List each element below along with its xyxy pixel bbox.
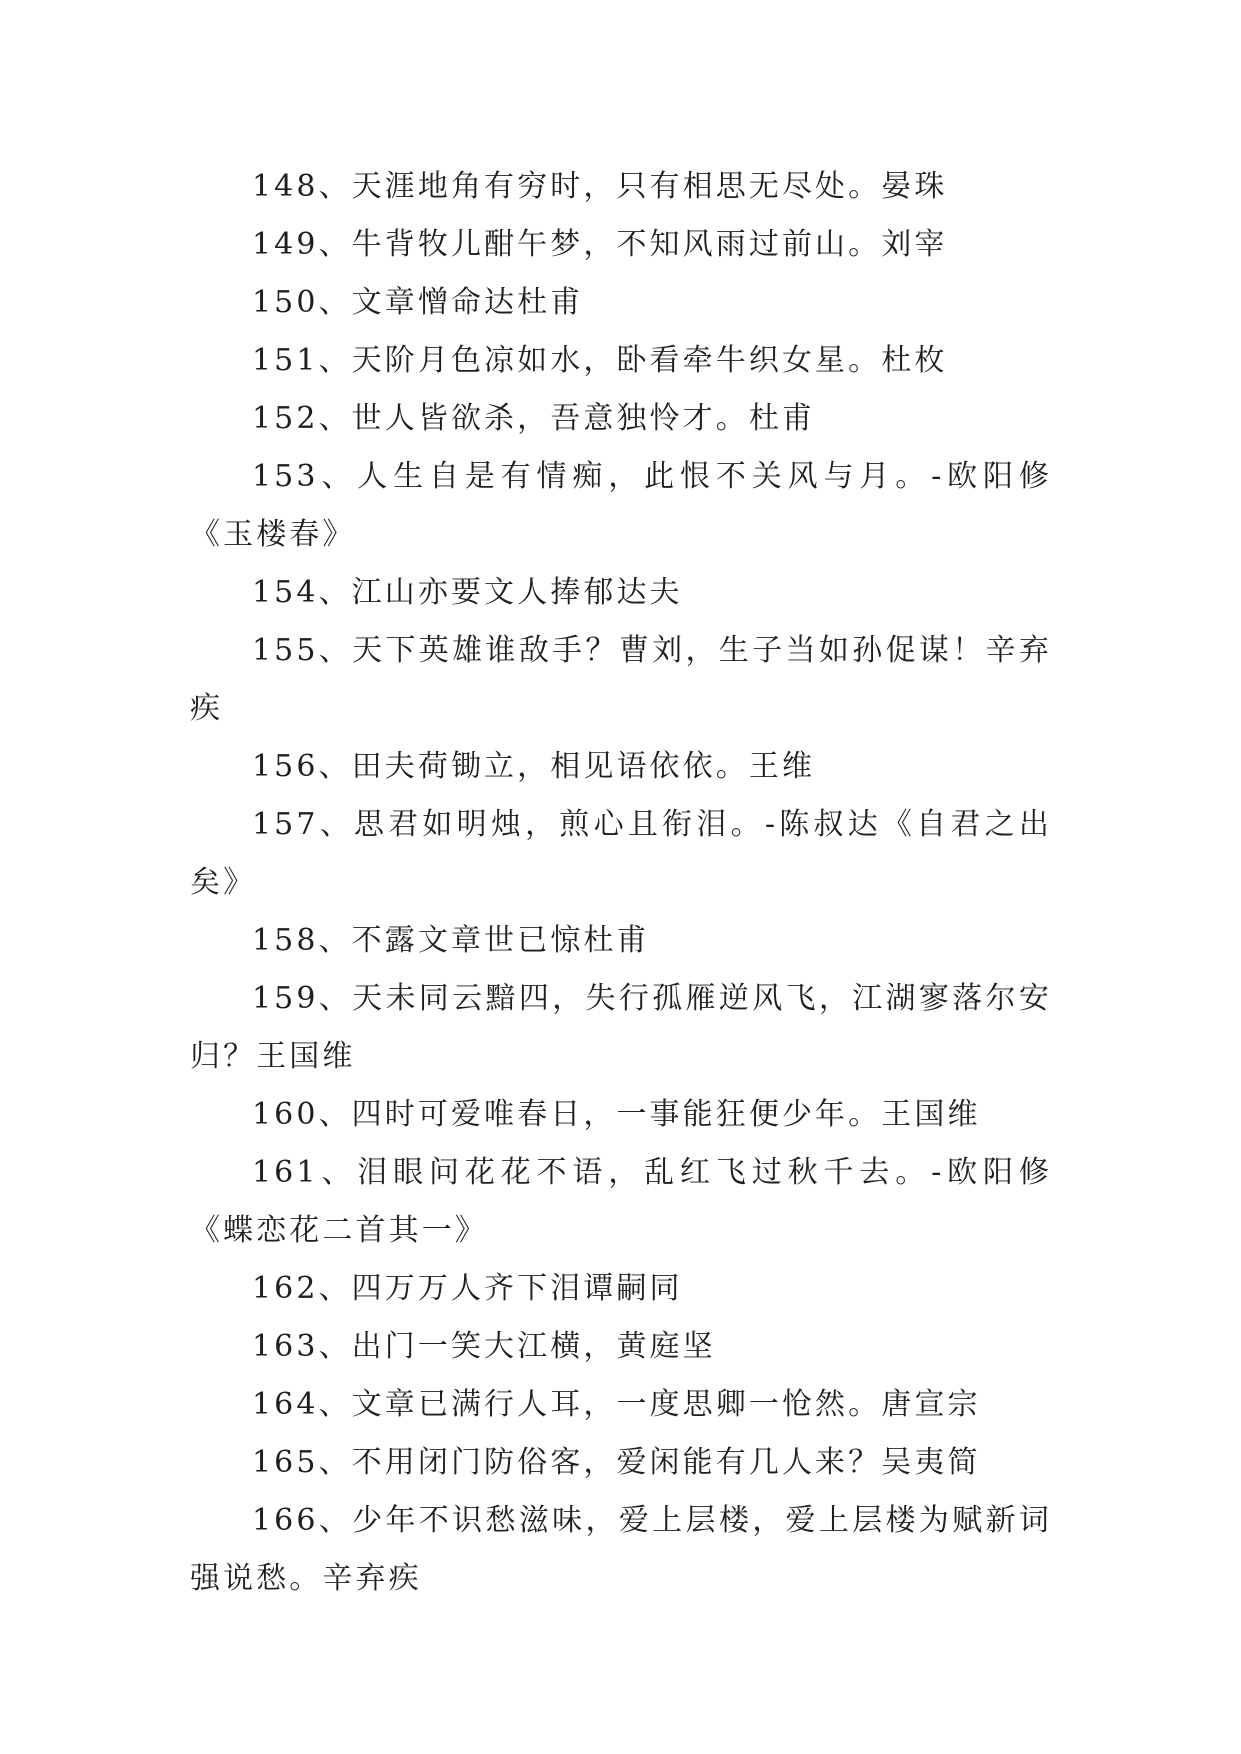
quote-line: 148、天涯地角有穷时，只有相思无尽处。晏珠 [252, 169, 948, 204]
quote-line: 163、出门一笑大江横，黄庭坚 [252, 1329, 716, 1364]
quote-line: 158、不露文章世已惊杜甫 [252, 923, 650, 958]
quote-line: 150、文章憎命达杜甫 [252, 285, 584, 320]
quote-line: 155、天下英雄谁敌手？曹刘，生子当如孙促谋！辛弃疾 [190, 633, 1052, 726]
quote-line: 164、文章已满行人耳，一度思卿一怆然。唐宣宗 [252, 1387, 981, 1422]
quote-line: 161、泪眼问花花不语，乱红飞过秋千去。-欧阳修《蝶恋花二首其一》 [190, 1155, 1052, 1248]
quote-line: 154、江山亦要文人捧郁达夫 [252, 575, 683, 610]
quote-line: 162、四万万人齐下泪谭嗣同 [252, 1271, 683, 1306]
quote-line: 153、人生自是有情痴，此恨不关风与月。-欧阳修《玉楼春》 [190, 459, 1052, 552]
quote-line: 156、田夫荷锄立，相见语依依。王维 [252, 749, 816, 784]
quote-line: 149、牛背牧儿酣午梦，不知风雨过前山。刘宰 [252, 227, 948, 262]
quote-line: 165、不用闭门防俗客，爱闲能有几人来？吴夷简 [252, 1445, 981, 1480]
quote-line: 157、思君如明烛，煎心且衔泪。-陈叔达《自君之出矣》 [190, 807, 1052, 900]
document-body [190, 158, 1052, 1608]
quote-line: 159、天未同云黯四，失行孤雁逆风飞，江湖寥落尔安归？王国维 [190, 981, 1052, 1074]
quote-line: 152、世人皆欲杀，吾意独怜才。杜甫 [252, 401, 816, 436]
quote-line: 151、天阶月色凉如水，卧看牵牛织女星。杜枚 [252, 343, 948, 378]
quote-line: 160、四时可爱唯春日，一事能狂便少年。王国维 [252, 1097, 981, 1132]
quote-line: 166、少年不识愁滋味，爱上层楼，爱上层楼为赋新词强说愁。辛弃疾 [190, 1503, 1052, 1596]
